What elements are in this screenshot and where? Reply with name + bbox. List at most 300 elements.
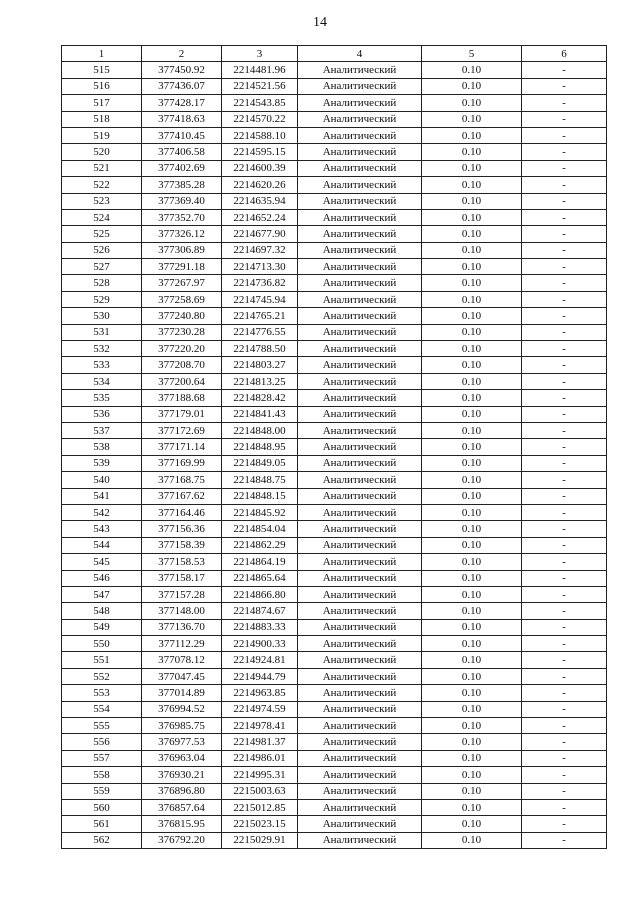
y-coordinate-cell: 2214635.94 — [222, 193, 298, 209]
y-coordinate-cell: 2214677.90 — [222, 226, 298, 242]
y-coordinate-cell: 2214981.37 — [222, 734, 298, 750]
table-row — [62, 439, 607, 455]
accuracy-cell: 0.10 — [422, 422, 522, 438]
column-header: 6 — [522, 46, 607, 62]
method-cell: Аналитический — [298, 144, 422, 160]
method-cell: Аналитический — [298, 767, 422, 783]
method-cell: Аналитический — [298, 160, 422, 176]
accuracy-cell: 0.10 — [422, 406, 522, 422]
accuracy-cell: 0.10 — [422, 324, 522, 340]
y-coordinate-cell: 2214595.15 — [222, 144, 298, 160]
method-cell: Аналитический — [298, 472, 422, 488]
x-coordinate-cell: 377410.45 — [142, 127, 222, 143]
x-coordinate-cell: 377402.69 — [142, 160, 222, 176]
note-cell: - — [522, 111, 607, 127]
accuracy-cell: 0.10 — [422, 816, 522, 832]
table-row — [62, 636, 607, 652]
x-coordinate-cell: 377208.70 — [142, 357, 222, 373]
point-number-cell: 553 — [62, 685, 142, 701]
table-row — [62, 767, 607, 783]
method-cell: Аналитический — [298, 275, 422, 291]
point-number-cell: 523 — [62, 193, 142, 209]
point-number-cell: 524 — [62, 209, 142, 225]
y-coordinate-cell: 2214543.85 — [222, 95, 298, 111]
note-cell: - — [522, 177, 607, 193]
accuracy-cell: 0.10 — [422, 209, 522, 225]
point-number-cell: 559 — [62, 783, 142, 799]
y-coordinate-cell: 2214944.79 — [222, 668, 298, 684]
method-cell: Аналитический — [298, 504, 422, 520]
table-row — [62, 324, 607, 340]
y-coordinate-cell: 2214865.64 — [222, 570, 298, 586]
x-coordinate-cell: 377148.00 — [142, 603, 222, 619]
y-coordinate-cell: 2214600.39 — [222, 160, 298, 176]
method-cell: Аналитический — [298, 799, 422, 815]
note-cell: - — [522, 259, 607, 275]
accuracy-cell: 0.10 — [422, 357, 522, 373]
point-number-cell: 533 — [62, 357, 142, 373]
point-number-cell: 549 — [62, 619, 142, 635]
method-cell: Аналитический — [298, 111, 422, 127]
point-number-cell: 560 — [62, 799, 142, 815]
method-cell: Аналитический — [298, 209, 422, 225]
accuracy-cell: 0.10 — [422, 504, 522, 520]
table-row — [62, 586, 607, 602]
method-cell: Аналитический — [298, 373, 422, 389]
table-row — [62, 209, 607, 225]
accuracy-cell: 0.10 — [422, 554, 522, 570]
method-cell: Аналитический — [298, 177, 422, 193]
note-cell: - — [522, 226, 607, 242]
note-cell: - — [522, 275, 607, 291]
note-cell: - — [522, 357, 607, 373]
note-cell: - — [522, 209, 607, 225]
y-coordinate-cell: 2214803.27 — [222, 357, 298, 373]
method-cell: Аналитический — [298, 521, 422, 537]
accuracy-cell: 0.10 — [422, 373, 522, 389]
method-cell: Аналитический — [298, 95, 422, 111]
table-row — [62, 603, 607, 619]
x-coordinate-cell: 376896.80 — [142, 783, 222, 799]
method-cell: Аналитический — [298, 291, 422, 307]
table-row — [62, 685, 607, 701]
accuracy-cell: 0.10 — [422, 177, 522, 193]
x-coordinate-cell: 377306.89 — [142, 242, 222, 258]
table-body — [62, 62, 607, 849]
y-coordinate-cell: 2214864.19 — [222, 554, 298, 570]
point-number-cell: 525 — [62, 226, 142, 242]
y-coordinate-cell: 2214986.01 — [222, 750, 298, 766]
method-cell: Аналитический — [298, 341, 422, 357]
y-coordinate-cell: 2214862.29 — [222, 537, 298, 553]
x-coordinate-cell: 377156.36 — [142, 521, 222, 537]
accuracy-cell: 0.10 — [422, 226, 522, 242]
note-cell: - — [522, 701, 607, 717]
x-coordinate-cell: 377167.62 — [142, 488, 222, 504]
y-coordinate-cell: 2215012.85 — [222, 799, 298, 815]
accuracy-cell: 0.10 — [422, 308, 522, 324]
accuracy-cell: 0.10 — [422, 832, 522, 848]
point-number-cell: 536 — [62, 406, 142, 422]
accuracy-cell: 0.10 — [422, 799, 522, 815]
point-number-cell: 538 — [62, 439, 142, 455]
note-cell: - — [522, 537, 607, 553]
point-number-cell: 516 — [62, 78, 142, 94]
method-cell: Аналитический — [298, 226, 422, 242]
table-row — [62, 226, 607, 242]
y-coordinate-cell: 2214924.81 — [222, 652, 298, 668]
point-number-cell: 556 — [62, 734, 142, 750]
point-number-cell: 555 — [62, 718, 142, 734]
y-coordinate-cell: 2214978.41 — [222, 718, 298, 734]
accuracy-cell: 0.10 — [422, 767, 522, 783]
point-number-cell: 562 — [62, 832, 142, 848]
table-row — [62, 78, 607, 94]
table-row — [62, 373, 607, 389]
note-cell: - — [522, 160, 607, 176]
point-number-cell: 515 — [62, 62, 142, 78]
note-cell: - — [522, 636, 607, 652]
point-number-cell: 540 — [62, 472, 142, 488]
x-coordinate-cell: 376857.64 — [142, 799, 222, 815]
x-coordinate-cell: 377352.70 — [142, 209, 222, 225]
table-row — [62, 242, 607, 258]
method-cell: Аналитический — [298, 127, 422, 143]
note-cell: - — [522, 439, 607, 455]
table-row — [62, 308, 607, 324]
y-coordinate-cell: 2214765.21 — [222, 308, 298, 324]
accuracy-cell: 0.10 — [422, 62, 522, 78]
accuracy-cell: 0.10 — [422, 259, 522, 275]
method-cell: Аналитический — [298, 816, 422, 832]
point-number-cell: 526 — [62, 242, 142, 258]
note-cell: - — [522, 193, 607, 209]
table-row — [62, 668, 607, 684]
note-cell: - — [522, 685, 607, 701]
table-row — [62, 455, 607, 471]
point-number-cell: 544 — [62, 537, 142, 553]
accuracy-cell: 0.10 — [422, 603, 522, 619]
column-header: 3 — [222, 46, 298, 62]
y-coordinate-cell: 2214974.59 — [222, 701, 298, 717]
table-row — [62, 357, 607, 373]
point-number-cell: 520 — [62, 144, 142, 160]
method-cell: Аналитический — [298, 832, 422, 848]
y-coordinate-cell: 2214521.56 — [222, 78, 298, 94]
point-number-cell: 534 — [62, 373, 142, 389]
method-cell: Аналитический — [298, 324, 422, 340]
method-cell: Аналитический — [298, 570, 422, 586]
note-cell: - — [522, 603, 607, 619]
note-cell: - — [522, 144, 607, 160]
method-cell: Аналитический — [298, 668, 422, 684]
x-coordinate-cell: 377164.46 — [142, 504, 222, 520]
point-number-cell: 542 — [62, 504, 142, 520]
accuracy-cell: 0.10 — [422, 390, 522, 406]
accuracy-cell: 0.10 — [422, 734, 522, 750]
note-cell: - — [522, 718, 607, 734]
accuracy-cell: 0.10 — [422, 701, 522, 717]
accuracy-cell: 0.10 — [422, 291, 522, 307]
method-cell: Аналитический — [298, 78, 422, 94]
method-cell: Аналитический — [298, 619, 422, 635]
x-coordinate-cell: 377078.12 — [142, 652, 222, 668]
table-row — [62, 701, 607, 717]
x-coordinate-cell: 376792.20 — [142, 832, 222, 848]
table-row — [62, 177, 607, 193]
point-number-cell: 543 — [62, 521, 142, 537]
accuracy-cell: 0.10 — [422, 160, 522, 176]
method-cell: Аналитический — [298, 422, 422, 438]
x-coordinate-cell: 377112.29 — [142, 636, 222, 652]
point-number-cell: 554 — [62, 701, 142, 717]
x-coordinate-cell: 377267.97 — [142, 275, 222, 291]
point-number-cell: 530 — [62, 308, 142, 324]
method-cell: Аналитический — [298, 193, 422, 209]
accuracy-cell: 0.10 — [422, 750, 522, 766]
accuracy-cell: 0.10 — [422, 472, 522, 488]
x-coordinate-cell: 377136.70 — [142, 619, 222, 635]
table-row — [62, 144, 607, 160]
y-coordinate-cell: 2214588.10 — [222, 127, 298, 143]
x-coordinate-cell: 377047.45 — [142, 668, 222, 684]
point-number-cell: 548 — [62, 603, 142, 619]
note-cell: - — [522, 308, 607, 324]
accuracy-cell: 0.10 — [422, 521, 522, 537]
x-coordinate-cell: 377157.28 — [142, 586, 222, 602]
y-coordinate-cell: 2214697.32 — [222, 242, 298, 258]
note-cell: - — [522, 816, 607, 832]
note-cell: - — [522, 242, 607, 258]
y-coordinate-cell: 2214828.42 — [222, 390, 298, 406]
y-coordinate-cell: 2214788.50 — [222, 341, 298, 357]
column-header: 1 — [62, 46, 142, 62]
y-coordinate-cell: 2214713.30 — [222, 259, 298, 275]
method-cell: Аналитический — [298, 586, 422, 602]
table-row — [62, 783, 607, 799]
note-cell: - — [522, 455, 607, 471]
point-number-cell: 527 — [62, 259, 142, 275]
note-cell: - — [522, 554, 607, 570]
x-coordinate-cell: 377291.18 — [142, 259, 222, 275]
x-coordinate-cell: 376930.21 — [142, 767, 222, 783]
x-coordinate-cell: 377450.92 — [142, 62, 222, 78]
table-row — [62, 652, 607, 668]
x-coordinate-cell: 377230.28 — [142, 324, 222, 340]
accuracy-cell: 0.10 — [422, 341, 522, 357]
x-coordinate-cell: 377171.14 — [142, 439, 222, 455]
point-number-cell: 561 — [62, 816, 142, 832]
point-number-cell: 517 — [62, 95, 142, 111]
table-row — [62, 275, 607, 291]
table-header — [62, 46, 607, 62]
y-coordinate-cell: 2214883.33 — [222, 619, 298, 635]
x-coordinate-cell: 376815.95 — [142, 816, 222, 832]
page-number: 14 — [313, 15, 327, 30]
method-cell: Аналитический — [298, 685, 422, 701]
y-coordinate-cell: 2214900.33 — [222, 636, 298, 652]
x-coordinate-cell: 377158.39 — [142, 537, 222, 553]
x-coordinate-cell: 377158.53 — [142, 554, 222, 570]
x-coordinate-cell: 377220.20 — [142, 341, 222, 357]
note-cell: - — [522, 95, 607, 111]
y-coordinate-cell: 2214813.25 — [222, 373, 298, 389]
note-cell: - — [522, 341, 607, 357]
note-cell: - — [522, 373, 607, 389]
accuracy-cell: 0.10 — [422, 455, 522, 471]
y-coordinate-cell: 2215029.91 — [222, 832, 298, 848]
point-number-cell: 521 — [62, 160, 142, 176]
x-coordinate-cell: 377188.68 — [142, 390, 222, 406]
y-coordinate-cell: 2214849.05 — [222, 455, 298, 471]
method-cell: Аналитический — [298, 554, 422, 570]
note-cell: - — [522, 521, 607, 537]
x-coordinate-cell: 376963.04 — [142, 750, 222, 766]
method-cell: Аналитический — [298, 718, 422, 734]
point-number-cell: 518 — [62, 111, 142, 127]
accuracy-cell: 0.10 — [422, 668, 522, 684]
note-cell: - — [522, 668, 607, 684]
accuracy-cell: 0.10 — [422, 127, 522, 143]
x-coordinate-cell: 377258.69 — [142, 291, 222, 307]
table-row — [62, 111, 607, 127]
x-coordinate-cell: 377385.28 — [142, 177, 222, 193]
point-number-cell: 532 — [62, 341, 142, 357]
point-number-cell: 528 — [62, 275, 142, 291]
accuracy-cell: 0.10 — [422, 111, 522, 127]
accuracy-cell: 0.10 — [422, 275, 522, 291]
method-cell: Аналитический — [298, 783, 422, 799]
y-coordinate-cell: 2214963.85 — [222, 685, 298, 701]
point-number-cell: 539 — [62, 455, 142, 471]
y-coordinate-cell: 2214845.92 — [222, 504, 298, 520]
note-cell: - — [522, 62, 607, 78]
x-coordinate-cell: 377179.01 — [142, 406, 222, 422]
accuracy-cell: 0.10 — [422, 193, 522, 209]
note-cell: - — [522, 504, 607, 520]
column-header: 2 — [142, 46, 222, 62]
y-coordinate-cell: 2214652.24 — [222, 209, 298, 225]
table-row — [62, 718, 607, 734]
method-cell: Аналитический — [298, 701, 422, 717]
accuracy-cell: 0.10 — [422, 783, 522, 799]
x-coordinate-cell: 377436.07 — [142, 78, 222, 94]
x-coordinate-cell: 377428.17 — [142, 95, 222, 111]
note-cell: - — [522, 472, 607, 488]
point-number-cell: 519 — [62, 127, 142, 143]
y-coordinate-cell: 2214570.22 — [222, 111, 298, 127]
y-coordinate-cell: 2214848.00 — [222, 422, 298, 438]
note-cell: - — [522, 750, 607, 766]
note-cell: - — [522, 619, 607, 635]
method-cell: Аналитический — [298, 357, 422, 373]
method-cell: Аналитический — [298, 390, 422, 406]
note-cell: - — [522, 734, 607, 750]
point-number-cell: 529 — [62, 291, 142, 307]
y-coordinate-cell: 2214848.15 — [222, 488, 298, 504]
method-cell: Аналитический — [298, 62, 422, 78]
accuracy-cell: 0.10 — [422, 439, 522, 455]
x-coordinate-cell: 377200.64 — [142, 373, 222, 389]
table-row — [62, 504, 607, 520]
point-number-cell: 535 — [62, 390, 142, 406]
accuracy-cell: 0.10 — [422, 718, 522, 734]
method-cell: Аналитический — [298, 439, 422, 455]
column-header: 4 — [298, 46, 422, 62]
accuracy-cell: 0.10 — [422, 652, 522, 668]
table-row — [62, 832, 607, 848]
note-cell: - — [522, 652, 607, 668]
note-cell: - — [522, 422, 607, 438]
y-coordinate-cell: 2214745.94 — [222, 291, 298, 307]
x-coordinate-cell: 376994.52 — [142, 701, 222, 717]
table-row — [62, 554, 607, 570]
column-header: 5 — [422, 46, 522, 62]
note-cell: - — [522, 767, 607, 783]
method-cell: Аналитический — [298, 734, 422, 750]
point-number-cell: 531 — [62, 324, 142, 340]
y-coordinate-cell: 2215003.63 — [222, 783, 298, 799]
point-number-cell: 545 — [62, 554, 142, 570]
note-cell: - — [522, 78, 607, 94]
x-coordinate-cell: 377168.75 — [142, 472, 222, 488]
y-coordinate-cell: 2214874.67 — [222, 603, 298, 619]
point-number-cell: 550 — [62, 636, 142, 652]
y-coordinate-cell: 2214995.31 — [222, 767, 298, 783]
point-number-cell: 551 — [62, 652, 142, 668]
point-number-cell: 537 — [62, 422, 142, 438]
accuracy-cell: 0.10 — [422, 78, 522, 94]
point-number-cell: 558 — [62, 767, 142, 783]
accuracy-cell: 0.10 — [422, 570, 522, 586]
y-coordinate-cell: 2214848.95 — [222, 439, 298, 455]
table-row — [62, 488, 607, 504]
accuracy-cell: 0.10 — [422, 685, 522, 701]
x-coordinate-cell: 377014.89 — [142, 685, 222, 701]
point-number-cell: 522 — [62, 177, 142, 193]
point-number-cell: 546 — [62, 570, 142, 586]
x-coordinate-cell: 377172.69 — [142, 422, 222, 438]
y-coordinate-cell: 2214736.82 — [222, 275, 298, 291]
method-cell: Аналитический — [298, 455, 422, 471]
x-coordinate-cell: 377240.80 — [142, 308, 222, 324]
method-cell: Аналитический — [298, 603, 422, 619]
note-cell: - — [522, 783, 607, 799]
accuracy-cell: 0.10 — [422, 242, 522, 258]
table-row — [62, 259, 607, 275]
y-coordinate-cell: 2214620.26 — [222, 177, 298, 193]
table-row — [62, 127, 607, 143]
table-row — [62, 422, 607, 438]
table-row — [62, 472, 607, 488]
method-cell: Аналитический — [298, 406, 422, 422]
point-number-cell: 557 — [62, 750, 142, 766]
method-cell: Аналитический — [298, 242, 422, 258]
table-row — [62, 291, 607, 307]
x-coordinate-cell: 376977.53 — [142, 734, 222, 750]
method-cell: Аналитический — [298, 636, 422, 652]
y-coordinate-cell: 2214854.04 — [222, 521, 298, 537]
note-cell: - — [522, 390, 607, 406]
table-row — [62, 95, 607, 111]
x-coordinate-cell: 377169.99 — [142, 455, 222, 471]
note-cell: - — [522, 570, 607, 586]
table-row — [62, 341, 607, 357]
point-number-cell: 541 — [62, 488, 142, 504]
accuracy-cell: 0.10 — [422, 95, 522, 111]
note-cell: - — [522, 586, 607, 602]
point-number-cell: 547 — [62, 586, 142, 602]
